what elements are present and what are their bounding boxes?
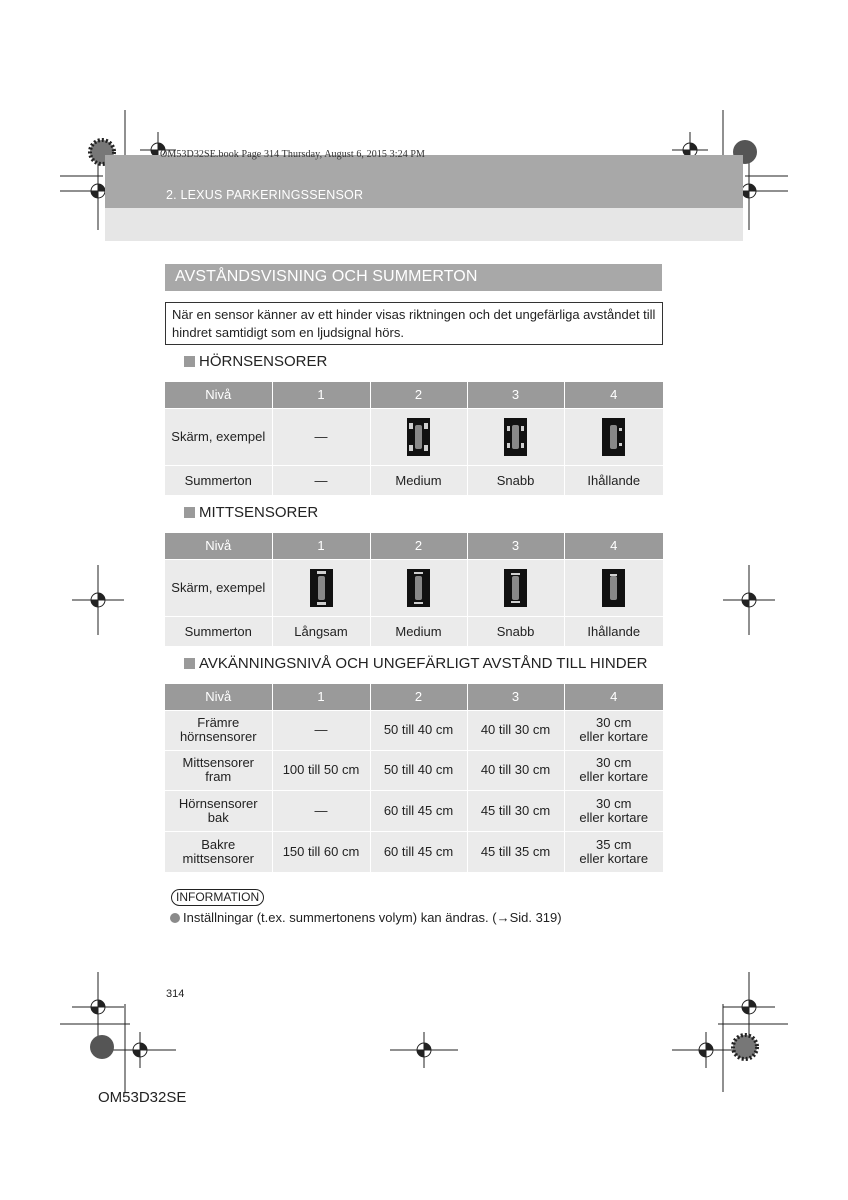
section-title: AVSTÅNDSVISNING OCH SUMMERTON <box>175 268 478 285</box>
header-cell: 2 <box>370 382 467 408</box>
header-cell: 2 <box>370 533 467 559</box>
display-cell <box>564 408 663 465</box>
center-display-level4-icon <box>602 569 625 607</box>
distance-cell: 45 till 35 cm <box>467 831 564 872</box>
header-cell: 3 <box>467 382 564 408</box>
distance-cell: 150 till 60 cm <box>272 831 370 872</box>
square-bullet-icon <box>184 658 195 669</box>
table-header-row <box>165 684 663 710</box>
display-cell <box>272 559 370 616</box>
row-label: Mittsensorer fram <box>165 750 272 790</box>
header-cell: 4 <box>564 382 663 408</box>
square-bullet-icon <box>184 356 195 367</box>
center-display-level2-icon <box>407 569 430 607</box>
table-row <box>165 790 663 831</box>
document-code: OM53D32SE <box>98 1089 187 1106</box>
table-row <box>165 710 663 750</box>
distance-cell: 60 till 45 cm <box>370 790 467 831</box>
intro-box: När en sensor känner av ett hinder visas riktningen och det ungefärliga avståndet till hindret samtidigt som en ljudsignal hörs. <box>165 302 663 345</box>
display-cell <box>467 559 564 616</box>
sound-cell: Snabb <box>467 465 564 495</box>
information-text-content: Inställningar (t.ex. summertonens volym) kan ändras. (→Sid. 319) <box>183 910 562 925</box>
distance-cell: 100 till 50 cm <box>272 750 370 790</box>
display-cell <box>564 559 663 616</box>
sound-cell: Ihållande <box>564 465 663 495</box>
table-row <box>165 465 663 495</box>
sound-cell: Långsam <box>272 616 370 646</box>
corner-heading-text: HÖRNSENSORER <box>199 353 328 370</box>
center-heading-text: MITTSENSORER <box>199 504 319 521</box>
header-cell: 4 <box>564 684 663 710</box>
corner-display-level2-icon <box>407 418 430 456</box>
page-number: 314 <box>166 988 185 1000</box>
sound-cell: Ihållande <box>564 616 663 646</box>
distance-cell: — <box>272 790 370 831</box>
distance-cell: 30 cm eller kortare <box>564 790 663 831</box>
table-header-row <box>165 382 663 408</box>
header-cell: Nivå <box>165 382 272 408</box>
row-label: Främre hörnsensorer <box>165 710 272 750</box>
display-cell <box>370 559 467 616</box>
sound-cell: Medium <box>370 465 467 495</box>
sound-cell: Medium <box>370 616 467 646</box>
header-cell: 4 <box>564 533 663 559</box>
table-row <box>165 831 663 872</box>
distance-cell: — <box>272 710 370 750</box>
header-cell: 1 <box>272 382 370 408</box>
distance-heading <box>184 655 647 672</box>
round-bullet-icon <box>170 913 180 923</box>
table-row <box>165 559 663 616</box>
sound-cell: — <box>272 465 370 495</box>
distance-cell: 45 till 30 cm <box>467 790 564 831</box>
table-header-row <box>165 533 663 559</box>
distance-cell: 40 till 30 cm <box>467 750 564 790</box>
corner-heading <box>184 353 327 370</box>
distance-table <box>165 684 663 872</box>
header-cell: Nivå <box>165 684 272 710</box>
distance-cell: 60 till 45 cm <box>370 831 467 872</box>
display-cell: — <box>272 408 370 465</box>
row-label: Bakre mittsensorer <box>165 831 272 872</box>
row-label: Skärm, exempel <box>165 408 272 465</box>
corner-display-level3-icon <box>504 418 527 456</box>
row-label: Skärm, exempel <box>165 559 272 616</box>
table-row <box>165 408 663 465</box>
row-label: Summerton <box>165 616 272 646</box>
distance-cell: 30 cm eller kortare <box>564 750 663 790</box>
print-slug: OM53D32SE.book Page 314 Thursday, August 6, 2015 3:24 PM <box>160 149 426 160</box>
distance-cell: 40 till 30 cm <box>467 710 564 750</box>
square-bullet-icon <box>184 507 195 518</box>
chapter-title: 2. LEXUS PARKERINGSSENSOR <box>166 188 364 202</box>
table-row <box>165 616 663 646</box>
distance-cell: 50 till 40 cm <box>370 750 467 790</box>
center-display-level3-icon <box>504 569 527 607</box>
header-band-light <box>105 208 743 241</box>
distance-cell: 30 cm eller kortare <box>564 710 663 750</box>
header-cell: 3 <box>467 533 564 559</box>
center-table <box>165 533 663 646</box>
information-text <box>170 910 562 925</box>
sound-cell: Snabb <box>467 616 564 646</box>
row-label: Summerton <box>165 465 272 495</box>
distance-heading-text: AVKÄNNINGSNIVÅ OCH UNGEFÄRLIGT AVSTÅND TILL HINDER <box>199 655 648 672</box>
header-cell: 1 <box>272 533 370 559</box>
header-cell: 3 <box>467 684 564 710</box>
row-label: Hörnsensorer bak <box>165 790 272 831</box>
corner-table <box>165 382 663 495</box>
section-bar <box>165 264 662 291</box>
distance-cell: 50 till 40 cm <box>370 710 467 750</box>
header-cell: 2 <box>370 684 467 710</box>
distance-cell: 35 cm eller kortare <box>564 831 663 872</box>
display-cell <box>467 408 564 465</box>
center-display-level1-icon <box>310 569 333 607</box>
information-badge: INFORMATION <box>171 889 264 906</box>
header-cell: Nivå <box>165 533 272 559</box>
table-row <box>165 750 663 790</box>
display-cell <box>370 408 467 465</box>
center-heading <box>184 504 318 521</box>
header-cell: 1 <box>272 684 370 710</box>
corner-display-level4-icon <box>602 418 625 456</box>
